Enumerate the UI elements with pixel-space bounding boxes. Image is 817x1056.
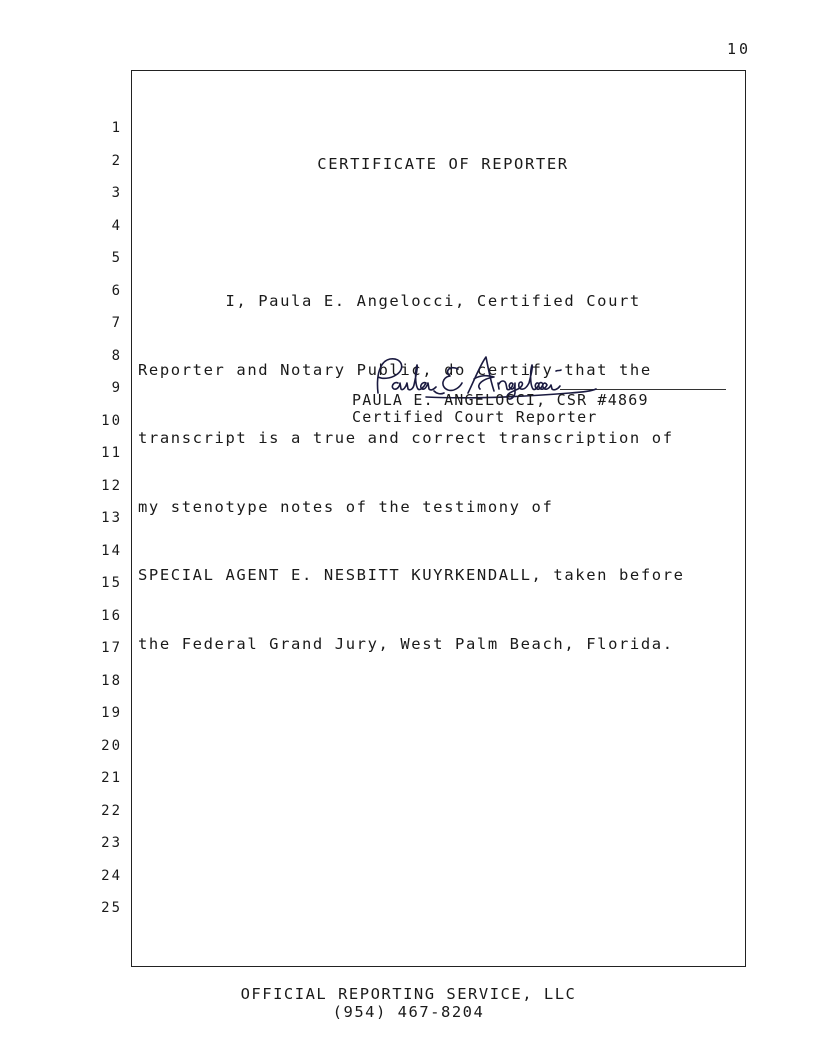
footer-company: OFFICIAL REPORTING SERVICE, LLC — [240, 985, 577, 1003]
line-number: 12 — [101, 477, 122, 494]
line-number: 24 — [101, 867, 122, 884]
line-number: 3 — [111, 185, 122, 201]
line-number: 21 — [101, 770, 122, 786]
reporter-title: Certified Court Reporter — [352, 408, 598, 426]
line-number: 1 — [111, 120, 122, 136]
line-number: 20 — [101, 737, 122, 754]
line-number: 11 — [101, 445, 122, 461]
line-number: 23 — [101, 835, 122, 851]
line-number: 2 — [111, 152, 122, 169]
certificate-title: CERTIFICATE OF REPORTER — [317, 155, 569, 173]
transcript-line: I, Paula E. Angelocci, Certified Court — [138, 292, 641, 310]
line-number: 13 — [101, 510, 122, 526]
transcript-line: the Federal Grand Jury, West Palm Beach, Florida. — [138, 634, 674, 653]
line-number: 10 — [101, 412, 122, 429]
line-number: 8 — [111, 347, 122, 364]
line-number: 15 — [101, 575, 122, 591]
transcript-line: my stenotype notes of the testimony of — [138, 497, 554, 516]
line-number: 14 — [101, 542, 122, 559]
footer-phone: (954) 467-8204 — [332, 1003, 485, 1021]
line-number: 9 — [111, 380, 122, 396]
line-number: 18 — [101, 672, 122, 689]
transcript-line: Reporter and Notary Public, do certify that the — [138, 360, 652, 379]
line-number: 22 — [101, 802, 122, 819]
line-number: 16 — [101, 607, 122, 624]
line-number: 5 — [111, 250, 122, 266]
blank-line — [138, 223, 748, 256]
transcript-line: SPECIAL AGENT E. NESBITT KUYRKENDALL, taken before — [138, 566, 685, 584]
line-number: 25 — [101, 900, 122, 916]
reporter-name: PAULA E. ANGELOCCI, CSR #4869 — [352, 391, 649, 409]
line-number: 7 — [111, 315, 122, 331]
transcript-line: transcript is a true and correct transcription of — [138, 429, 674, 447]
line-number-column — [96, 118, 122, 931]
line-number: 4 — [111, 217, 122, 234]
page-number: 10 — [727, 40, 752, 58]
line-number: 19 — [101, 705, 122, 721]
line-number: 17 — [101, 640, 122, 656]
line-number: 6 — [111, 282, 122, 299]
